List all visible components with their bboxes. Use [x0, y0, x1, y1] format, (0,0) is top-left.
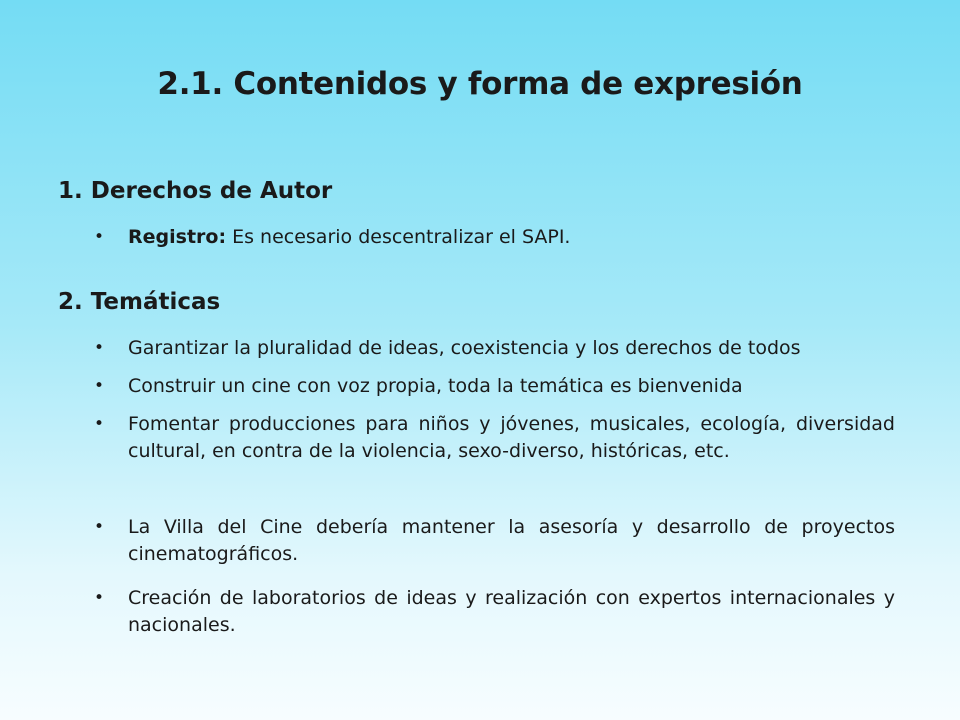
bullet-bold-label: Registro:	[128, 226, 227, 248]
bullet-text: Creación de laboratorios de ideas y realización con expertos internacionales y nacionales.	[128, 587, 895, 636]
section-heading-derechos-de-autor: 1. Derechos de Autor	[58, 178, 333, 204]
bullet-icon: •	[94, 338, 105, 358]
bullet-item-laboratorios	[94, 585, 895, 639]
bullet-item-villa-del-cine	[94, 514, 895, 568]
bullet-text: Fomentar producciones para niños y jóvenes, musicales, ecología, diversidad cultural, en contra de la violencia, sexo-diverso, históricas, etc.	[128, 413, 895, 462]
slide-title: 2.1. Contenidos y forma de expresión	[157, 66, 803, 102]
bullet-icon: •	[94, 227, 105, 247]
bullet-item-registro	[94, 224, 895, 251]
bullet-item-cine-voz-propia	[94, 373, 895, 400]
bullet-text	[128, 224, 895, 251]
bullet-text: Garantizar la pluralidad de ideas, coexistencia y los derechos de todos	[128, 337, 801, 359]
bullet-icon: •	[94, 588, 105, 608]
bullet-icon: •	[94, 376, 105, 396]
section-heading-tematicas: 2. Temáticas	[58, 289, 221, 315]
bullet-text: La Villa del Cine debería mantener la asesoría y desarrollo de proyectos cinematográficos.	[128, 516, 895, 565]
bullet-body: Es necesario descentralizar el SAPI.	[226, 226, 571, 248]
bullet-item-producciones	[94, 411, 895, 465]
bullet-icon: •	[94, 517, 105, 537]
bullet-item-pluralidad	[94, 335, 895, 362]
bullet-icon: •	[94, 414, 105, 434]
bullet-text: Construir un cine con voz propia, toda la temática es bienvenida	[128, 375, 743, 397]
